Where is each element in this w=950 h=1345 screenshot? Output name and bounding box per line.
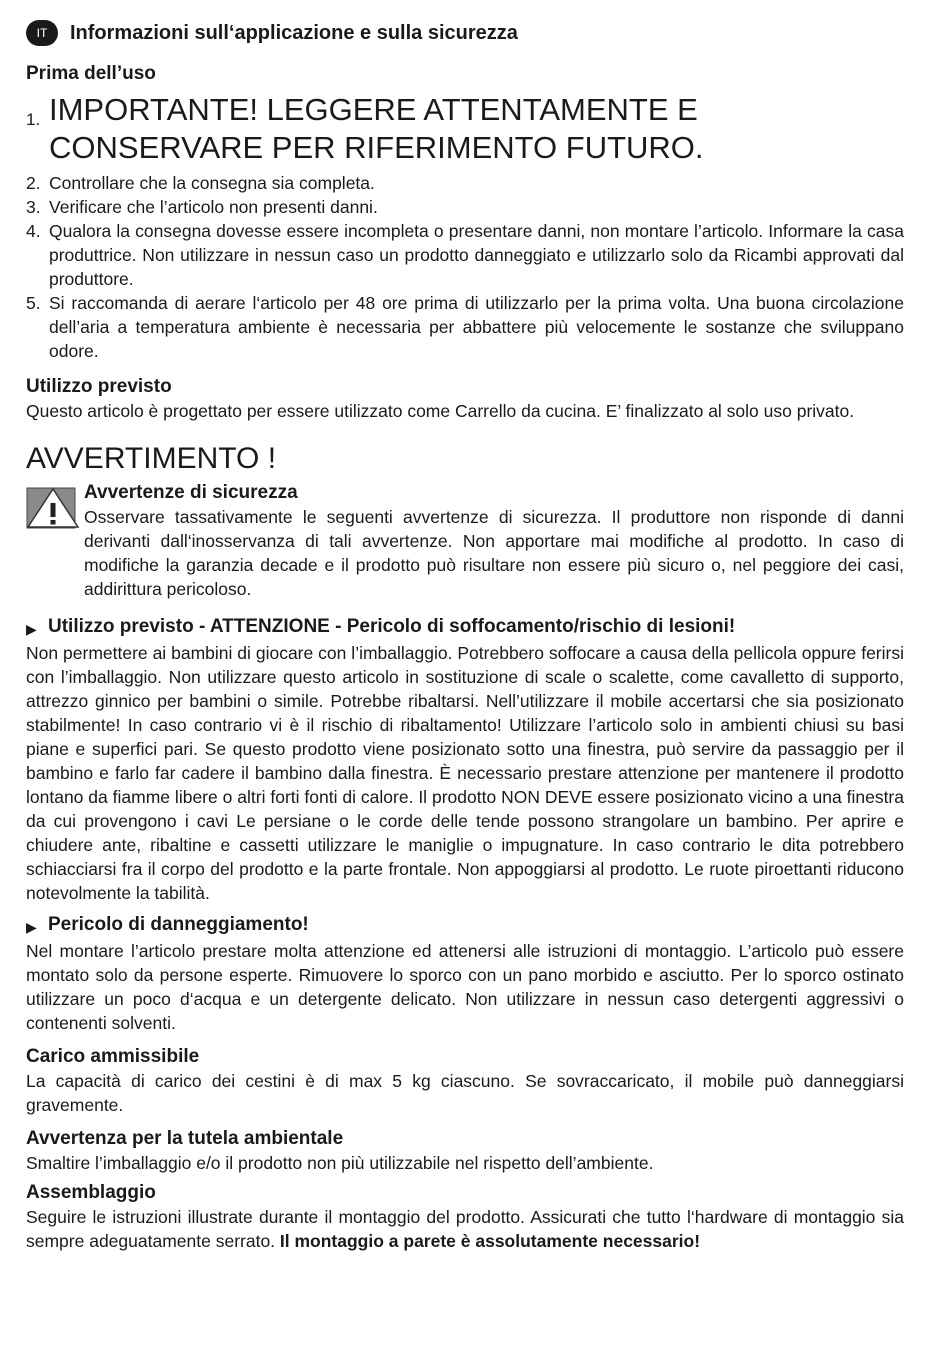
safety-text: Osservare tassativamente le seguenti avvertenze di sicurezza. Il produttore non risponde di danni derivanti dall‘inosservanza di tali avvertenze. Non apportare mai modifiche al prodotto. In caso di modifiche la garanzia decade e il prodotto può risultare non essere più sicuro o, nel peggiore dei casi, addirittura pericoloso. xyxy=(84,507,904,599)
item-text: Verificare che l’articolo non presenti danni. xyxy=(49,197,378,217)
list-item xyxy=(26,219,904,291)
document-page xyxy=(26,18,904,1253)
list-item xyxy=(26,171,904,195)
attenzione-bullet xyxy=(26,615,904,641)
utilizzo-heading: Utilizzo previsto xyxy=(26,376,172,397)
assemblaggio-paragraph xyxy=(26,1205,904,1253)
list-item xyxy=(26,291,904,363)
page-title: Informazioni sull‘applicazione e sulla sicurezza xyxy=(70,21,518,44)
list-item xyxy=(26,195,904,219)
bullet-arrow-icon: ▶ xyxy=(26,621,37,637)
attenzione-heading: Utilizzo previsto - ATTENZIONE - Pericolo di soffocamento/rischio di lesioni! xyxy=(48,616,736,637)
safety-heading: Avvertenze di sicurezza xyxy=(84,482,298,503)
carico-text: La capacità di carico dei cestini è di max 5 kg ciascuno. Se sovraccaricato, il mobile può danneggiarsi gravemente. xyxy=(26,1071,904,1115)
item-number: 2. xyxy=(26,173,41,193)
ambiente-section xyxy=(26,1127,904,1175)
assemblaggio-text: Seguire le istruzioni illustrate durante il montaggio del prodotto. Assicurati che tutto l‘hardware di montaggio sia sempre adeguatamente serrato. xyxy=(26,1207,904,1251)
item-text: Qualora la consegna dovesse essere incompleta o presentare danni, non montare l’articolo. Informare la casa produttrice. Non utilizzare in nessun caso un prodotto danneggiato e utilizzarlo solo da Ricambi approvati dal produttore. xyxy=(49,221,904,289)
ambiente-heading: Avvertenza per la tutela ambientale xyxy=(26,1128,344,1149)
item-text: Si raccomanda di aerare l‘articolo per 48 ore prima di utilizzarlo per la prima volta. Una buona circolazione dell’aria a temperatura ambiente è necessaria per abbattere più velocemente le sostanze che sviluppano odore. xyxy=(49,293,904,361)
ambiente-text: Smaltire l’imballaggio e/o il prodotto non più utilizzabile nel rispetto dell’ambiente. xyxy=(26,1153,654,1173)
prima-heading: Prima dell’uso xyxy=(26,63,156,84)
carico-heading: Carico ammissibile xyxy=(26,1046,200,1067)
safety-section xyxy=(26,481,904,601)
danneggiamento-heading: Pericolo di danneggiamento! xyxy=(48,914,309,935)
language-badge: IT xyxy=(26,20,58,46)
danneggiamento-bullet xyxy=(26,913,904,939)
item-number: 5. xyxy=(26,293,41,313)
assemblaggio-heading: Assemblaggio xyxy=(26,1182,156,1203)
utilizzo-section xyxy=(26,375,904,423)
important-notice xyxy=(26,91,904,167)
prima-list xyxy=(26,171,904,363)
item-text: Controllare che la consegna sia completa. xyxy=(49,173,375,193)
item-number: 3. xyxy=(26,197,41,217)
warning-triangle-icon xyxy=(26,487,82,531)
utilizzo-text: Questo articolo è progettato per essere utilizzato come Carrello da cucina. E’ finalizzato al solo uso privato. xyxy=(26,401,855,421)
item-number: 4. xyxy=(26,221,41,241)
danneggiamento-text: Nel montare l’articolo prestare molta attenzione ed attenersi alle istruzioni di montaggio. L’articolo può essere montato solo da persone esperte. Rimuovere lo sporco con un pano morbido e asciutto. Per lo sporco ostinato utilizzare un poco d‘acqua e un detergente delicato. Non utilizzare in nessun caso detergenti aggressivi o contenenti solventi. xyxy=(26,941,904,1033)
warning-title: AVVERTIMENTO ! xyxy=(26,442,277,475)
important-text: IMPORTANTE! LEGGERE ATTENTAMENTE E CONSERVARE PER RIFERIMENTO FUTURO. xyxy=(49,92,704,165)
bullet-arrow-icon: ▶ xyxy=(26,919,37,935)
assemblaggio-bold-text: Il montaggio a parete è assolutamente necessario! xyxy=(279,1231,701,1251)
safety-body xyxy=(84,481,904,601)
section-header xyxy=(26,18,904,48)
assemblaggio-section xyxy=(26,1181,904,1253)
item-number: 1. xyxy=(26,110,41,129)
attenzione-text: Non permettere ai bambini di giocare con l’imballaggio. Potrebbero soffocare a causa della pellicola oppure ferirsi con l’imballaggio. Non utilizzare questo articolo in sostituzione di scale o scalette, come cavalletto di supporto, attrezzo ginnico per bambini o simile. Potrebbe ribaltarsi. Nell’utilizzare il mobile accertarsi che sia posizionato stabilmente! In caso contrario vi è il rischio di ribaltamento! Utilizzare l’articolo solo in ambienti chiusi su basi piane e superfici pari. Se questo prodotto viene posizionato sotto una finestra, può servire da passaggio per il bambino e farlo far cadere il bambino dalla finestra. È necessario prestare attenzione per mantenere il prodotto lontano da fiamme libere o altri forti fonti di calore. Il prodotto NON DEVE essere posizionato vicino a una finestra da cui provengono i cavi Le persiane o le corde delle tende possono strangolare un bambino. Per aprire e chiudere ante, ribaltine e cassetti utilizzare le maniglie o impugnature. In caso contrario le dita potrebbero schiacciarsi fra il corpo del prodotto e la parte frontale. Non appoggiarsi al prodotto. Le ruote piroettanti riducono notevolmente la tabilità. xyxy=(26,643,904,903)
carico-section xyxy=(26,1045,904,1117)
